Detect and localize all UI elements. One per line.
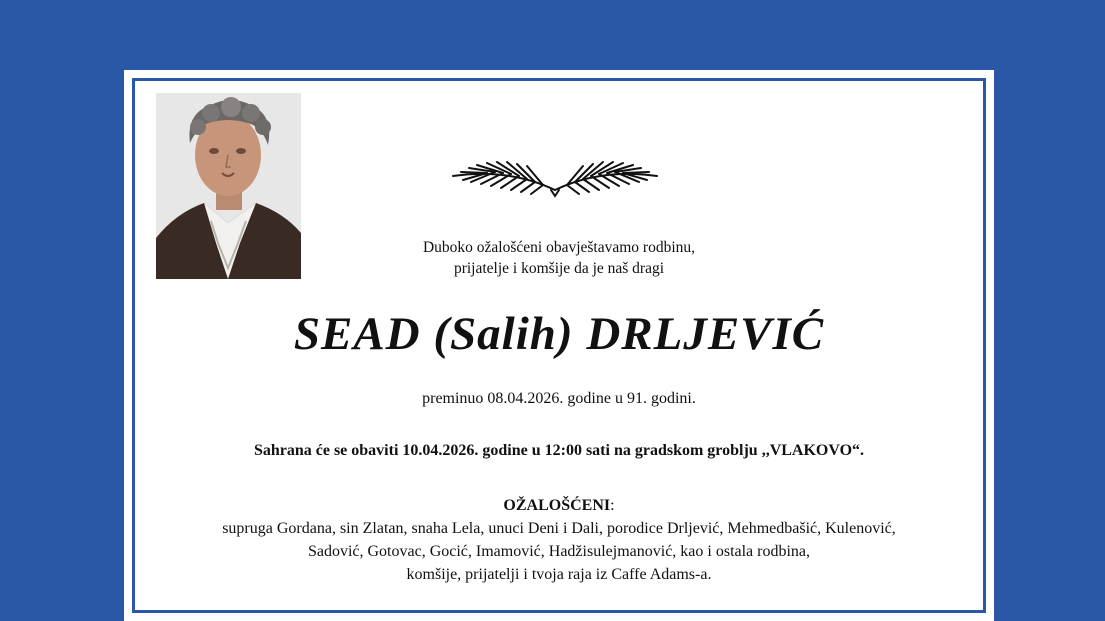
funeral-info-line: Sahrana će se obaviti 10.04.2026. godine u 12:00 sati na gradskom groblju ,,VLAKOVO“. <box>253 442 865 459</box>
death-date-line: preminuo 08.04.2026. godine u 91. godini. <box>422 390 696 407</box>
intro-line-1: Duboko ožalošćeni obavještavamo rodbinu, <box>422 239 696 256</box>
intro-line-2: prijatelje i komšije da je naš dragi <box>453 260 665 277</box>
mourners-line-2: Sadović, Gotovac, Gocić, Imamović, Hadžisulejmanović, kao i ostala rodbina, <box>307 543 811 560</box>
mourners-colon: : <box>610 497 615 514</box>
mourners-line-3: komšije, prijatelji i tvoja raja iz Caffe Adams-a. <box>406 566 712 583</box>
mourners-line-1: supruga Gordana, sin Zlatan, snaha Lela, unuci Deni i Dali, porodice Drljević, Mehmedbašić, Kulenović, <box>222 520 896 537</box>
deceased-name: SEAD (Salih) DRLJEVIĆ <box>293 308 825 360</box>
mourners-title: OŽALOŠĆENI <box>503 497 611 514</box>
mourners-heading <box>124 497 994 515</box>
palm-branches-icon <box>439 146 671 206</box>
obituary-card <box>124 70 994 621</box>
